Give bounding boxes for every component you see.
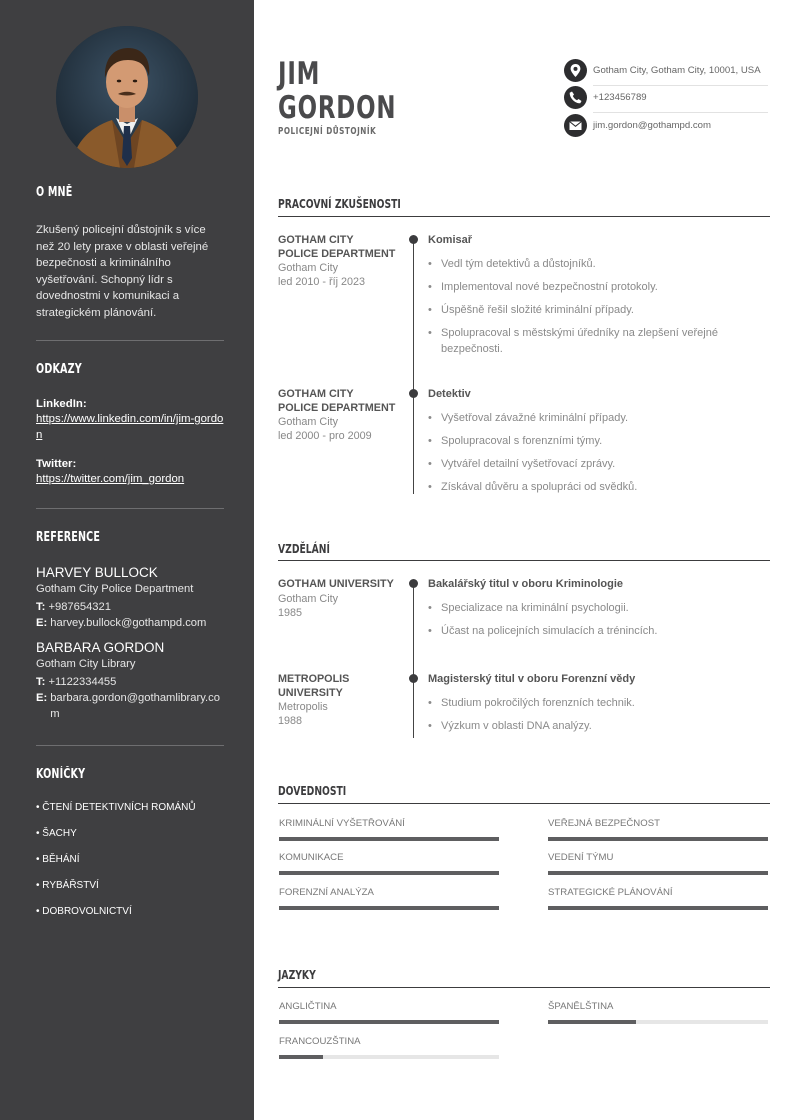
org-location: Metropolis	[278, 701, 328, 713]
language-label: ŠPANĚLŠTINA	[548, 1001, 614, 1012]
job-role: POLICEJNÍ DŮSTOJNÍK	[278, 126, 377, 137]
language-bar-fill	[279, 1020, 499, 1024]
language-bar-fill	[279, 1055, 323, 1059]
org-name: GOTHAM UNIVERSITY	[278, 578, 394, 590]
mail-icon	[564, 114, 587, 137]
skill-bar	[279, 837, 499, 841]
list-item: • Vytvářel detailní vyšetřovací zprávy.	[428, 456, 748, 472]
twitter-link[interactable]: https://twitter.com/jim_gordon	[36, 473, 185, 485]
contact-email	[564, 114, 768, 138]
hobbies-title: KONÍČKY	[36, 767, 86, 782]
org-location: Gotham City	[278, 592, 338, 605]
references-section	[36, 530, 224, 722]
skill-label: FORENZNÍ ANALÝZA	[279, 887, 374, 898]
hobby-item: • DOBROVOLNICTVÍ	[36, 906, 132, 917]
section-rule	[278, 216, 770, 217]
list-item: • Účast na policejních simulacích a trénincích.	[428, 623, 748, 639]
list-item: • Implementoval nové bezpečnostní protokoly.	[428, 279, 748, 295]
skill-item	[548, 818, 768, 830]
skill-bar	[548, 837, 768, 841]
linkedin-link[interactable]: https://www.linkedin.com/in/jim-gordon	[36, 413, 224, 441]
email-label: E:	[36, 692, 48, 704]
skill-item	[548, 852, 768, 864]
skill-label: KOMUNIKACE	[279, 852, 344, 863]
reference-phone-value: +987654321	[48, 601, 111, 613]
last-name: GORDON	[278, 90, 397, 126]
list-item: • Úspěšně řešil složité kriminální případy.	[428, 302, 748, 318]
experience-title: PRACOVNÍ ZKUŠENOSTI	[278, 196, 401, 211]
language-item	[548, 1001, 768, 1013]
list-item: • Studium pokročilých forenzních technik.	[428, 695, 748, 711]
hobby-item: • ŠACHY	[36, 828, 77, 839]
org-period: led 2000 - pro 2009	[278, 430, 372, 442]
timeline-dot	[409, 579, 418, 588]
link-label: LinkedIn:	[36, 398, 87, 410]
section-rule	[278, 560, 770, 561]
skill-bar-fill	[548, 871, 768, 875]
email-text[interactable]: jim.gordon@gothampd.com	[593, 120, 711, 131]
about-section	[36, 185, 224, 321]
address-text: Gotham City, Gotham City, 10001, USA	[593, 65, 761, 76]
skill-bar-fill	[548, 837, 768, 841]
list-item: • Spolupracoval s forenzními týmy.	[428, 433, 748, 449]
language-bar	[548, 1020, 768, 1024]
sidebar	[0, 0, 254, 1120]
language-bar-fill	[548, 1020, 636, 1024]
skill-bar	[548, 871, 768, 875]
experience-org	[278, 234, 396, 289]
links-title: ODKAZY	[36, 362, 82, 377]
skill-item	[279, 818, 499, 830]
skill-label: VEŘEJNÁ BEZPEČNOST	[548, 818, 660, 829]
reference-phone	[36, 599, 224, 615]
language-label: ANGLIČTINA	[279, 1001, 337, 1012]
reference-item	[36, 564, 224, 631]
reference-org: Gotham City Police Department	[36, 583, 194, 595]
hobby-item: • BĚHÁNÍ	[36, 854, 80, 865]
skill-label: STRATEGICKÉ PLÁNOVÁNÍ	[548, 887, 673, 898]
reference-email-value: harvey.bullock@gothampd.com	[50, 617, 207, 629]
link-item-twitter	[36, 457, 224, 488]
skills-title: DOVEDNOSTI	[278, 783, 347, 798]
reference-org: Gotham City Library	[36, 658, 136, 670]
hobby-item: • ČTENÍ DETEKTIVNÍCH ROMÁNŮ	[36, 802, 196, 813]
language-item	[279, 1036, 499, 1048]
map-pin-icon	[564, 59, 587, 82]
reference-item	[36, 639, 224, 722]
timeline-line	[413, 584, 414, 738]
experience-org	[278, 388, 396, 443]
reference-name: BARBARA GORDON	[36, 640, 165, 655]
language-label: FRANCOUZŠTINA	[279, 1036, 361, 1047]
list-item: • Specializace na kriminální psychologii.	[428, 600, 748, 616]
skill-bar-fill	[279, 837, 499, 841]
degree-title: Magisterský titul v oboru Forenzní vědy	[428, 673, 636, 685]
contact-divider	[593, 112, 768, 113]
education-org	[278, 578, 396, 620]
skill-bar-fill	[279, 906, 499, 910]
phone-text: +123456789	[593, 92, 647, 103]
section-rule	[278, 987, 770, 988]
list-item: • Vyšetřoval závažné kriminální případy.	[428, 410, 748, 426]
skill-bar	[548, 906, 768, 910]
email-label: E:	[36, 617, 48, 629]
reference-email	[36, 615, 224, 631]
reference-email-value: barbara.gordon@gothamlibrary.com	[50, 692, 220, 720]
list-item: • Získával důvěru a spolupráci od svědků.	[428, 479, 748, 495]
list-item: • Výzkum v oblasti DNA analýzy.	[428, 718, 748, 734]
timeline-line	[413, 240, 414, 494]
skill-item	[279, 887, 499, 899]
list-item: • Spolupracoval s městskými úředníky na zlepšení veřejné bezpečnosti.	[428, 325, 748, 357]
reference-name: HARVEY BULLOCK	[36, 565, 158, 580]
education-title: VZDĚLÁNÍ	[278, 541, 330, 556]
language-item	[279, 1001, 499, 1013]
link-label: Twitter:	[36, 458, 77, 470]
phone-label: T:	[36, 601, 46, 613]
skill-item	[548, 887, 768, 899]
phone-label: T:	[36, 676, 46, 688]
org-period: led 2010 - říj 2023	[278, 276, 366, 288]
sidebar-divider	[36, 745, 224, 746]
timeline-dot	[409, 235, 418, 244]
skill-bar-fill	[548, 906, 768, 910]
org-name: GOTHAM CITY POLICE DEPARTMENT	[278, 234, 396, 260]
position-title: Detektiv	[428, 388, 471, 400]
skill-bar	[279, 906, 499, 910]
org-location: Gotham City	[278, 416, 338, 428]
position-title: Komisař	[428, 234, 473, 246]
list-item: • Vedl tým detektivů a důstojníků.	[428, 256, 748, 272]
link-item-linkedin	[36, 397, 224, 443]
language-bar	[279, 1055, 499, 1059]
about-text: Zkušený policejní důstojník s více než 20 lety praxe v oblasti veřejné bezpečnosti a kriminálního vyšetřování. Schopný lídr s dovednostmi v komunikaci a strategickém plánování.	[36, 224, 209, 319]
first-name: JIM	[278, 56, 321, 92]
sidebar-divider	[36, 508, 224, 509]
reference-email	[36, 690, 224, 722]
hobby-item: • RYBÁŘSTVÍ	[36, 880, 99, 891]
skill-bar	[279, 871, 499, 875]
language-bar	[279, 1020, 499, 1024]
phone-icon	[564, 86, 587, 109]
skill-item	[279, 852, 499, 864]
degree-title: Bakalářský titul v oboru Kriminologie	[428, 578, 623, 590]
references-title: REFERENCE	[36, 530, 101, 545]
timeline-dot	[409, 674, 418, 683]
contact-address	[564, 59, 768, 83]
portrait-illustration	[56, 26, 198, 168]
reference-phone	[36, 674, 224, 690]
languages-title: JAZYKY	[278, 967, 316, 982]
links-section	[36, 362, 224, 488]
contact-phone	[564, 86, 768, 110]
org-year: 1985	[278, 606, 303, 619]
reference-phone-value: +1122334455	[48, 676, 117, 688]
section-rule	[278, 803, 770, 804]
skill-bar-fill	[279, 871, 499, 875]
sidebar-divider	[36, 340, 224, 341]
hobbies-section	[36, 767, 224, 927]
profile-photo	[56, 26, 198, 168]
org-year: 1988	[278, 715, 303, 727]
org-name: GOTHAM CITY POLICE DEPARTMENT	[278, 388, 396, 414]
skill-label: VEDENÍ TÝMU	[548, 852, 614, 863]
skill-label: KRIMINÁLNÍ VYŠETŘOVÁNÍ	[279, 818, 405, 829]
org-location: Gotham City	[278, 262, 338, 274]
about-title: O MNĚ	[36, 185, 73, 200]
education-org	[278, 673, 396, 728]
org-name: METROPOLIS UNIVERSITY	[278, 673, 350, 699]
timeline-dot	[409, 389, 418, 398]
